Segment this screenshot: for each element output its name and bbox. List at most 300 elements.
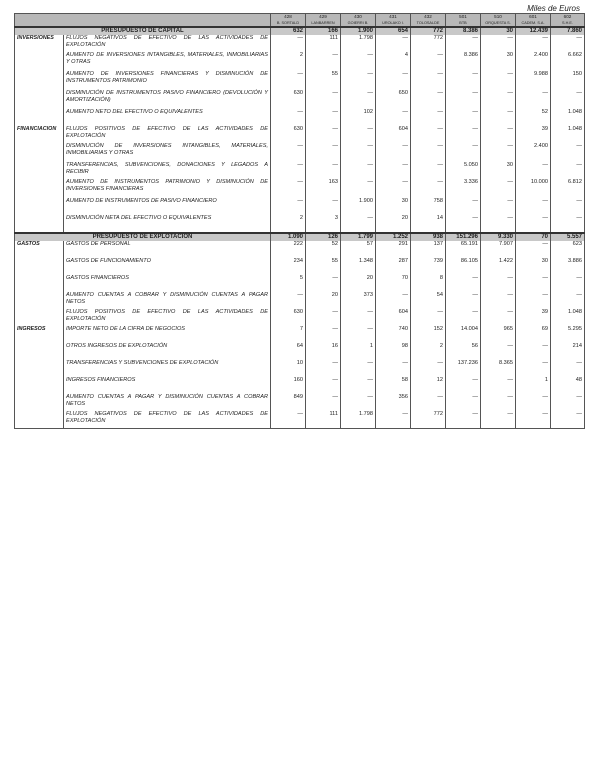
value-cell: 30 [376, 198, 411, 215]
value-cell: — [271, 179, 306, 198]
value-cell: 222 [271, 241, 306, 258]
table-row [15, 35, 585, 52]
category-label [15, 52, 64, 71]
value-cell: — [551, 275, 585, 292]
value-cell: 54 [411, 292, 446, 309]
value-cell: — [551, 143, 585, 162]
value-cell: 1.798 [341, 411, 376, 429]
concept-label: FLUJOS NEGATIVOS DE EFECTIVO DE LAS ACTIVIDADES DE EXPLOTACIÓN [64, 411, 271, 429]
value-cell: 604 [376, 309, 411, 326]
value-cell: 1.048 [551, 126, 585, 143]
value-cell: 30 [481, 52, 516, 71]
value-cell: — [306, 394, 341, 411]
category-label: FINANCIACION [15, 126, 64, 143]
value-cell: — [341, 143, 376, 162]
value-cell: — [481, 394, 516, 411]
value-cell: 160 [271, 377, 306, 394]
concept-label: DISMINUCIÓN DE INSTRUMENTOS PASIVO FINANCIERO (DEVOLUCIÓN Y AMORTIZACIÓN) [64, 90, 271, 109]
value-cell: — [446, 90, 481, 109]
category-label [15, 309, 64, 326]
value-cell: — [551, 90, 585, 109]
value-cell: — [306, 90, 341, 109]
concept-label: AUMENTO DE INVERSIONES INTANGIBLES, MATERIALES, INMOBILIARIAS Y OTRAS [64, 52, 271, 71]
value-cell: — [516, 162, 551, 179]
value-cell: — [306, 326, 341, 343]
value-cell: — [551, 292, 585, 309]
value-cell: 5.295 [551, 326, 585, 343]
value-cell: — [551, 162, 585, 179]
entity-name: BTB [446, 20, 481, 27]
section-total: 938 [411, 233, 446, 241]
value-cell: 2 [411, 343, 446, 360]
value-cell: 6.812 [551, 179, 585, 198]
value-cell: 373 [341, 292, 376, 309]
value-cell: 5.050 [446, 162, 481, 179]
value-cell: — [481, 309, 516, 326]
value-cell: 111 [306, 411, 341, 429]
value-cell: 630 [271, 309, 306, 326]
value-cell: — [306, 309, 341, 326]
section-total: 166 [306, 27, 341, 35]
value-cell: 630 [271, 126, 306, 143]
value-cell: — [446, 411, 481, 429]
value-cell: 137.236 [446, 360, 481, 377]
table-row [15, 143, 585, 162]
table-row [15, 360, 585, 377]
table-row [15, 90, 585, 109]
value-cell: 2 [271, 52, 306, 71]
entity-name: LANBARREN [306, 20, 341, 27]
value-cell: 965 [481, 326, 516, 343]
value-cell: — [341, 394, 376, 411]
value-cell: — [271, 162, 306, 179]
value-cell: — [306, 143, 341, 162]
value-cell: 234 [271, 258, 306, 275]
value-cell: 1 [516, 377, 551, 394]
value-cell: 214 [551, 343, 585, 360]
value-cell: 7.907 [481, 241, 516, 258]
value-cell: 8.386 [446, 52, 481, 71]
value-cell: — [516, 292, 551, 309]
value-cell: — [446, 126, 481, 143]
units-label: Miles de Euros [527, 4, 580, 13]
concept-label: AUMENTO DE INSTRUMENTOS PATRIMONIO Y DISMINUCIÓN DE INVERSIONES FINANCIERAS [64, 179, 271, 198]
value-cell: — [306, 377, 341, 394]
section-total: 1.090 [271, 233, 306, 241]
value-cell: 58 [376, 377, 411, 394]
entity-name: S.H.E. [551, 20, 585, 27]
value-cell: 758 [411, 198, 446, 215]
category-label [15, 275, 64, 292]
value-cell: 8 [411, 275, 446, 292]
concept-label: TRANSFERENCIAS, SUBVENCIONES, DONACIONES Y LEGADOS A RECIBIR [64, 162, 271, 179]
value-cell: 772 [411, 411, 446, 429]
value-cell: — [341, 52, 376, 71]
category-label [15, 109, 64, 126]
entity-code: 429 [306, 14, 341, 21]
concept-label: AUMENTO NETO DEL EFECTIVO O EQUIVALENTES [64, 109, 271, 126]
section-total: 1.799 [341, 233, 376, 241]
section-total: 70 [516, 233, 551, 241]
value-cell: 48 [551, 377, 585, 394]
header-blank [15, 14, 271, 28]
table-row [15, 258, 585, 275]
value-cell: — [271, 143, 306, 162]
section-total: 654 [376, 27, 411, 35]
value-cell: 14.004 [446, 326, 481, 343]
value-cell: 1.348 [341, 258, 376, 275]
entity-code: 430 [341, 14, 376, 21]
value-cell: — [446, 143, 481, 162]
value-cell: 1 [341, 343, 376, 360]
table-row [15, 52, 585, 71]
value-cell: 30 [481, 162, 516, 179]
value-cell: 1.048 [551, 309, 585, 326]
section-total: 1.252 [376, 233, 411, 241]
value-cell: 849 [271, 394, 306, 411]
value-cell: 3.336 [446, 179, 481, 198]
value-cell: 2.400 [516, 143, 551, 162]
value-cell: 1.900 [341, 198, 376, 215]
value-cell: 291 [376, 241, 411, 258]
value-cell: — [481, 90, 516, 109]
table-row [15, 179, 585, 198]
section-title: PRESUPUESTO DE EXPLOTACION [15, 233, 271, 241]
section-total: 151.296 [446, 233, 481, 241]
value-cell: — [446, 109, 481, 126]
table-row [15, 309, 585, 326]
value-cell: — [376, 71, 411, 90]
budget-table [14, 13, 585, 429]
value-cell: — [271, 198, 306, 215]
value-cell: — [341, 162, 376, 179]
value-cell: 287 [376, 258, 411, 275]
value-cell: 39 [516, 309, 551, 326]
value-cell: — [411, 179, 446, 198]
value-cell: 3 [306, 215, 341, 233]
value-cell: 20 [341, 275, 376, 292]
value-cell: 4 [376, 52, 411, 71]
value-cell: — [551, 411, 585, 429]
value-cell: — [481, 215, 516, 233]
value-cell: — [446, 35, 481, 52]
value-cell: — [446, 377, 481, 394]
section-total: 772 [411, 27, 446, 35]
concept-label: GASTOS FINANCIEROS [64, 275, 271, 292]
category-label [15, 71, 64, 90]
value-cell: 39 [516, 126, 551, 143]
section-total: 9.330 [481, 233, 516, 241]
value-cell: — [446, 198, 481, 215]
value-cell: 739 [411, 258, 446, 275]
value-cell: — [306, 52, 341, 71]
value-cell: — [446, 71, 481, 90]
value-cell: — [411, 360, 446, 377]
value-cell: 772 [411, 35, 446, 52]
section-total: 126 [306, 233, 341, 241]
value-cell: 111 [306, 35, 341, 52]
entity-code: 501 [446, 14, 481, 21]
value-cell: — [551, 215, 585, 233]
value-cell: — [481, 143, 516, 162]
entity-name: ORQUESTA S. [481, 20, 516, 27]
concept-label: FLUJOS NEGATIVOS DE EFECTIVO DE LAS ACTIVIDADES DE EXPLOTACIÓN [64, 35, 271, 52]
concept-label: DISMINUCIÓN NETA DEL EFECTIVO O EQUIVALENTES [64, 215, 271, 233]
value-cell: 20 [306, 292, 341, 309]
value-cell: — [271, 292, 306, 309]
value-cell: 163 [306, 179, 341, 198]
table-row [15, 71, 585, 90]
value-cell: 8.365 [481, 360, 516, 377]
value-cell: — [551, 198, 585, 215]
entity-name: GOIERRI B. [341, 20, 376, 27]
entity-code: 432 [411, 14, 446, 21]
concept-label: TRANSFERENCIAS Y SUBVENCIONES DE EXPLOTACIÓN [64, 360, 271, 377]
table-row [15, 292, 585, 309]
table-row [15, 215, 585, 233]
section-total: 5.557 [551, 233, 585, 241]
value-cell: — [446, 309, 481, 326]
value-cell: — [411, 71, 446, 90]
section-total: 7.860 [551, 27, 585, 35]
concept-label: GASTOS DE PERSONAL [64, 241, 271, 258]
section-header-row [15, 233, 585, 241]
value-cell: — [481, 343, 516, 360]
value-cell: — [516, 215, 551, 233]
value-cell: — [446, 292, 481, 309]
entity-code: 431 [376, 14, 411, 21]
value-cell: — [271, 411, 306, 429]
category-label [15, 292, 64, 309]
value-cell: 16 [306, 343, 341, 360]
concept-label: INGRESOS FINANCIEROS [64, 377, 271, 394]
value-cell: 623 [551, 241, 585, 258]
value-cell: 30 [516, 258, 551, 275]
value-cell: — [341, 126, 376, 143]
value-cell: — [411, 394, 446, 411]
value-cell: 98 [376, 343, 411, 360]
table-row [15, 326, 585, 343]
table-row [15, 126, 585, 143]
value-cell: — [516, 360, 551, 377]
entity-name: TOLOSALDE [411, 20, 446, 27]
value-cell: — [551, 360, 585, 377]
value-cell: — [341, 179, 376, 198]
section-total: 30 [481, 27, 516, 35]
table-row [15, 162, 585, 179]
value-cell: — [551, 35, 585, 52]
value-cell: — [481, 35, 516, 52]
value-cell: 137 [411, 241, 446, 258]
value-cell: 9.988 [516, 71, 551, 90]
value-cell: — [376, 35, 411, 52]
concept-label: AUMENTO CUENTAS A COBRAR Y DISMINUCIÓN CUENTAS A PAGAR NETOS [64, 292, 271, 309]
value-cell: — [481, 377, 516, 394]
value-cell: 7 [271, 326, 306, 343]
value-cell: — [271, 109, 306, 126]
value-cell: 5 [271, 275, 306, 292]
value-cell: 152 [411, 326, 446, 343]
concept-label: AUMENTO CUENTAS A PAGAR Y DISMINUCIÓN CUENTAS A COBRAR NETOS [64, 394, 271, 411]
value-cell: — [271, 71, 306, 90]
value-cell: — [551, 394, 585, 411]
value-cell: — [481, 198, 516, 215]
value-cell: — [516, 35, 551, 52]
value-cell: — [341, 326, 376, 343]
value-cell: — [481, 292, 516, 309]
value-cell: — [516, 241, 551, 258]
concept-label: FLUJOS POSITIVOS DE EFECTIVO DE LAS ACTIVIDADES DE EXPLOTACIÓN [64, 126, 271, 143]
value-cell: 57 [341, 241, 376, 258]
value-cell: — [446, 215, 481, 233]
value-cell: 14 [411, 215, 446, 233]
value-cell: — [341, 377, 376, 394]
value-cell: 10 [271, 360, 306, 377]
value-cell: 70 [376, 275, 411, 292]
value-cell: 12 [411, 377, 446, 394]
value-cell: — [516, 411, 551, 429]
table-row [15, 377, 585, 394]
value-cell: — [516, 394, 551, 411]
category-label [15, 143, 64, 162]
value-cell: 1.798 [341, 35, 376, 52]
value-cell: — [446, 275, 481, 292]
value-cell: — [376, 179, 411, 198]
category-label [15, 411, 64, 429]
value-cell: — [481, 411, 516, 429]
value-cell: 150 [551, 71, 585, 90]
value-cell: 69 [516, 326, 551, 343]
value-cell: 740 [376, 326, 411, 343]
category-label [15, 377, 64, 394]
value-cell: 604 [376, 126, 411, 143]
table-row [15, 394, 585, 411]
table-row [15, 109, 585, 126]
table-row [15, 343, 585, 360]
value-cell: — [481, 179, 516, 198]
category-label [15, 394, 64, 411]
value-cell: — [481, 109, 516, 126]
table-body [15, 27, 585, 429]
value-cell: — [341, 309, 376, 326]
category-label: GASTOS [15, 241, 64, 258]
value-cell: 64 [271, 343, 306, 360]
value-cell: — [411, 309, 446, 326]
entity-code: 602 [551, 14, 585, 21]
value-cell: — [411, 143, 446, 162]
value-cell: 2 [271, 215, 306, 233]
value-cell: 10.000 [516, 179, 551, 198]
entity-code: 601 [516, 14, 551, 21]
value-cell: — [271, 35, 306, 52]
value-cell: 356 [376, 394, 411, 411]
concept-label: DISMINUCIÓN DE INVERSIONES INTANGIBLES, MATERIALES, INMOBILIARIAS Y OTRAS [64, 143, 271, 162]
value-cell: — [411, 109, 446, 126]
value-cell: 86.105 [446, 258, 481, 275]
table-row [15, 275, 585, 292]
table-header [15, 14, 585, 28]
value-cell: — [411, 52, 446, 71]
category-label [15, 258, 64, 275]
category-label [15, 162, 64, 179]
value-cell: 650 [376, 90, 411, 109]
value-cell: — [411, 126, 446, 143]
entity-name: UROLAKO I. [376, 20, 411, 27]
value-cell: — [341, 360, 376, 377]
category-label [15, 215, 64, 233]
category-label: INGRESOS [15, 326, 64, 343]
value-cell: 630 [271, 90, 306, 109]
value-cell: — [341, 215, 376, 233]
entity-code: 510 [481, 14, 516, 21]
value-cell: 56 [446, 343, 481, 360]
concept-label: GASTOS DE FUNCIONAMIENTO [64, 258, 271, 275]
section-total: 12.439 [516, 27, 551, 35]
value-cell: — [411, 90, 446, 109]
value-cell: — [341, 71, 376, 90]
category-label: INVERSIONES [15, 35, 64, 52]
value-cell: — [306, 275, 341, 292]
concept-label: FLUJOS POSITIVOS DE EFECTIVO DE LAS ACTIVIDADES DE EXPLOTACIÓN [64, 309, 271, 326]
concept-label: AUMENTO DE INVERSIONES FINANCIERAS Y DISMINUCIÓN DE INSTRUMENTOS PATRIMONIO [64, 71, 271, 90]
value-cell: — [516, 275, 551, 292]
value-cell: — [411, 162, 446, 179]
value-cell: — [516, 198, 551, 215]
concept-label: OTROS INGRESOS DE EXPLOTACIÓN [64, 343, 271, 360]
category-label [15, 179, 64, 198]
value-cell: — [376, 360, 411, 377]
value-cell: 52 [306, 241, 341, 258]
value-cell: — [446, 394, 481, 411]
value-cell: 1.422 [481, 258, 516, 275]
section-header-row [15, 27, 585, 35]
value-cell: — [481, 126, 516, 143]
concept-label: AUMENTO DE INSTRUMENTOS DE PASIVO FINANCIERO [64, 198, 271, 215]
value-cell: — [306, 109, 341, 126]
entity-name: B. SORTALD [271, 20, 306, 27]
value-cell: — [481, 71, 516, 90]
category-label [15, 90, 64, 109]
value-cell: 102 [341, 109, 376, 126]
table-row [15, 411, 585, 429]
value-cell: 55 [306, 258, 341, 275]
value-cell: 20 [376, 215, 411, 233]
value-cell: 65.191 [446, 241, 481, 258]
value-cell: — [516, 90, 551, 109]
value-cell: — [376, 162, 411, 179]
category-label [15, 360, 64, 377]
section-total: 8.386 [446, 27, 481, 35]
value-cell: 2.400 [516, 52, 551, 71]
value-cell: — [376, 109, 411, 126]
category-label [15, 198, 64, 215]
value-cell: — [306, 126, 341, 143]
value-cell: — [306, 162, 341, 179]
value-cell: — [516, 343, 551, 360]
section-title: PRESUPUESTO DE CAPITAL [15, 27, 271, 35]
table-row [15, 241, 585, 258]
section-total: 632 [271, 27, 306, 35]
value-cell: — [376, 292, 411, 309]
value-cell: 52 [516, 109, 551, 126]
category-label [15, 343, 64, 360]
value-cell: — [376, 143, 411, 162]
value-cell: — [341, 90, 376, 109]
value-cell: — [376, 411, 411, 429]
value-cell: — [481, 275, 516, 292]
entity-name: CADEM. S.A. [516, 20, 551, 27]
table-row [15, 198, 585, 215]
